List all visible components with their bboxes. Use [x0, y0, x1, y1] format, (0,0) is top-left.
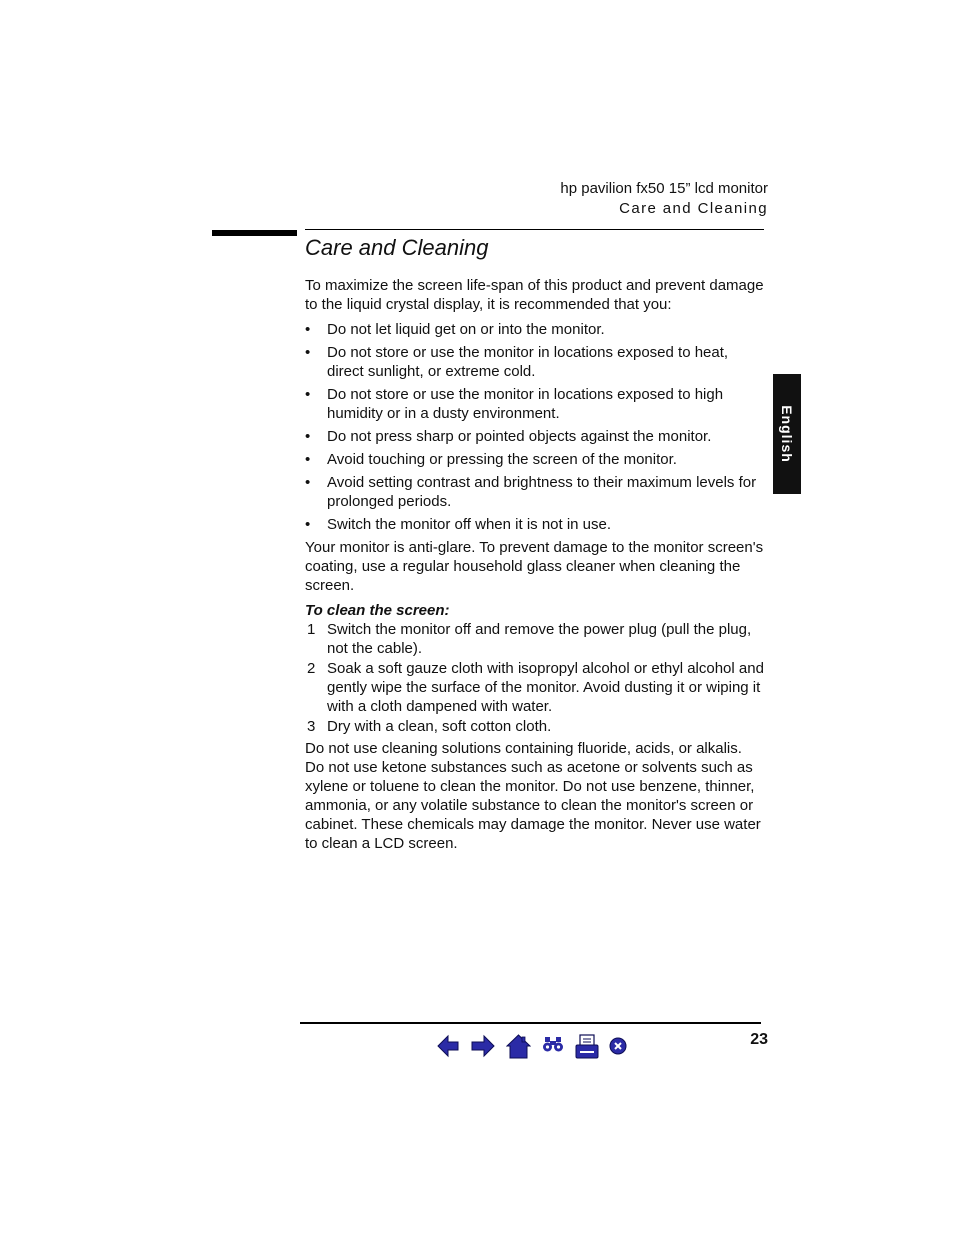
language-tab-label: English — [779, 405, 795, 463]
arrow-right-icon — [471, 1034, 495, 1058]
list-item — [305, 473, 765, 511]
arrow-left-icon — [437, 1034, 459, 1058]
printer-icon — [575, 1034, 599, 1060]
bullet-text: Do not store or use the monitor in locations exposed to heat, direct sunlight, or extreme cold. — [327, 344, 729, 380]
care-bullet-list — [305, 320, 765, 534]
bullet-symbol: • — [305, 321, 311, 338]
cleaning-steps-list — [305, 620, 765, 736]
print-button[interactable] — [575, 1034, 599, 1060]
bullet-text: Avoid setting contrast and brightness to their maximum levels for prolonged periods. — [327, 474, 757, 510]
bullet-text: Switch the monitor off when it is not in use. — [327, 516, 612, 533]
bullet-symbol: • — [305, 344, 311, 361]
step-text: Dry with a clean, soft cotton cloth. — [327, 718, 552, 735]
header-product-name: hp pavilion fx50 15” lcd monitor — [560, 180, 768, 197]
bullet-symbol: • — [305, 474, 311, 491]
bullet-text: Do not store or use the monitor in locations exposed to high humidity or in a dusty environment. — [327, 386, 724, 422]
antiglare-paragraph: Your monitor is anti-glare. To prevent damage to the monitor screen's coating, use a regular household glass cleaner when cleaning the screen. — [305, 539, 764, 594]
close-icon — [609, 1034, 627, 1058]
intro-paragraph: To maximize the screen life-span of this product and prevent damage to the liquid crystal display, it is recommended that you: — [305, 277, 764, 313]
bullet-symbol: • — [305, 386, 311, 403]
bullet-text: Avoid touching or pressing the screen of the monitor. — [327, 451, 677, 468]
list-item — [305, 659, 765, 716]
next-page-button[interactable] — [471, 1034, 495, 1060]
title-rule-thin — [305, 229, 764, 230]
bullet-text: Do not press sharp or pointed objects against the monitor. — [327, 428, 712, 445]
language-side-tab[interactable] — [773, 374, 801, 494]
list-item — [305, 427, 765, 446]
page-title: Care and Cleaning — [305, 235, 489, 260]
bullet-symbol: • — [305, 516, 311, 533]
step-number: 1 — [307, 621, 316, 638]
home-button[interactable] — [506, 1034, 531, 1060]
step-text: Switch the monitor off and remove the power plug (pull the plug, not the cable). — [327, 621, 752, 657]
home-icon — [506, 1034, 531, 1059]
step-text: Soak a soft gauze cloth with isopropyl alcohol or ethyl alcohol and gently wipe the surface of the monitor. Avoid dusting it or wiping it with a cloth dampened with water. — [327, 660, 764, 715]
bullet-symbol: • — [305, 428, 311, 445]
footer-rule — [300, 1022, 761, 1024]
header-section-name: Care and Cleaning — [619, 200, 768, 217]
list-item — [305, 620, 765, 658]
list-item — [305, 515, 765, 534]
exit-button[interactable] — [609, 1034, 627, 1060]
main-content — [305, 276, 765, 853]
list-item — [305, 343, 765, 381]
warning-paragraph: Do not use cleaning solutions containing fluoride, acids, or alkalis. Do not use ketone substances such as acetone or solvents such as xylene or toluene to clean the monitor. Do not use benzene, thinner, ammonia, or any volatile substance to clean the monitor's screen or cabinet. These chemicals may damage the monitor. Never use water to clean a LCD screen. — [305, 740, 761, 852]
list-item — [305, 450, 765, 469]
step-number: 2 — [307, 660, 316, 677]
search-button[interactable] — [542, 1034, 564, 1060]
page-number: 23 — [750, 1031, 768, 1048]
step-number: 3 — [307, 718, 316, 735]
bullet-text: Do not let liquid get on or into the monitor. — [327, 321, 605, 338]
cleaning-subheading: To clean the screen: — [305, 602, 450, 619]
list-item — [305, 385, 765, 423]
previous-page-button[interactable] — [437, 1034, 459, 1060]
binoculars-icon — [542, 1034, 564, 1054]
list-item — [305, 717, 765, 736]
title-rule-thick — [212, 230, 297, 236]
bullet-symbol: • — [305, 451, 311, 468]
list-item — [305, 320, 765, 339]
